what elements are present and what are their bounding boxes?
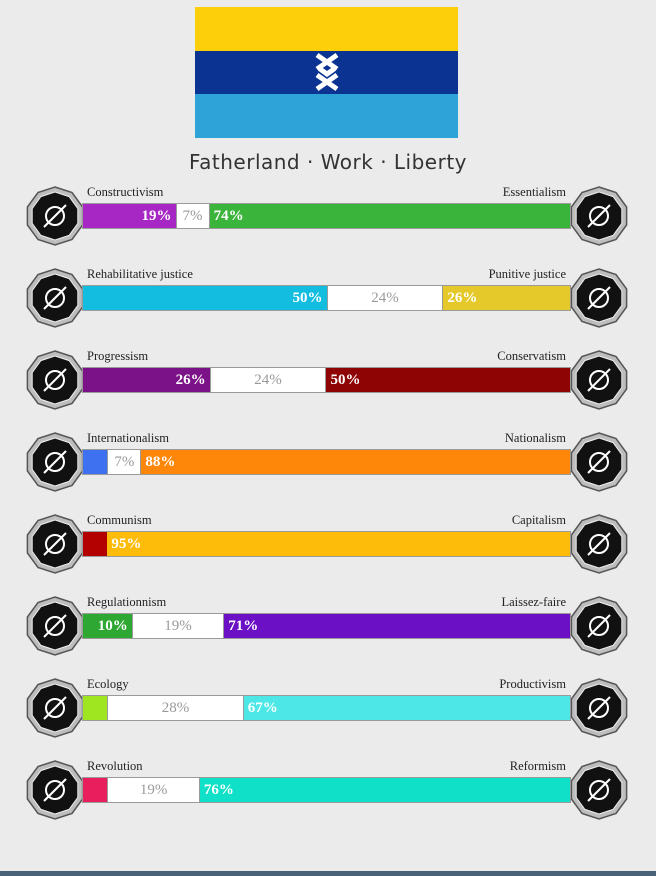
flag-icon (568, 431, 630, 493)
axis-row (26, 185, 630, 247)
neutral-percent-segment: 19% (107, 778, 200, 802)
axis-bar (83, 204, 570, 228)
globe-icon (24, 431, 86, 493)
flag-stripe-top (195, 7, 458, 51)
axis-bar (83, 696, 570, 720)
axis-row (26, 349, 630, 411)
neutral-percent-segment: 28% (107, 696, 243, 720)
left-percent-segment: 50% (83, 286, 327, 310)
left-percent-segment (83, 532, 107, 556)
handshake-icon (24, 267, 86, 329)
axis-left-label: Communism (87, 513, 152, 527)
left-percent-segment: 10% (83, 614, 132, 638)
left-percent-segment (83, 696, 107, 720)
eye-icon (24, 185, 86, 247)
axis-right-label: Nationalism (504, 431, 566, 445)
right-percent-segment: 76% (200, 778, 570, 802)
motto: Fatherland · Work · Liberty (188, 150, 468, 174)
right-percent-segment: 88% (141, 450, 570, 474)
factory-icon (568, 677, 630, 739)
neutral-percent-segment: 7% (176, 204, 210, 228)
left-percent-segment (83, 778, 107, 802)
neutral-percent-segment: 7% (107, 450, 141, 474)
interlaced-x-icon (314, 52, 340, 92)
axis-right-label: Capitalism (511, 513, 566, 527)
prison-bars-icon (568, 267, 630, 329)
fist-icon (24, 759, 86, 821)
axis-row (26, 677, 630, 739)
axis-bar (83, 286, 570, 310)
axis-left-label: Regulationnism (87, 595, 167, 609)
axis-left-label: Rehabilitative justice (87, 267, 193, 281)
flag-stripe-middle (195, 51, 458, 95)
axis-right-label: Essentialism (502, 185, 566, 199)
axis-row (26, 595, 630, 657)
axis-bar (83, 532, 570, 556)
axis-bar (83, 368, 570, 392)
tie-icon (568, 349, 630, 411)
butterfly-icon (568, 595, 630, 657)
axis-right-label: Productivism (499, 677, 566, 691)
right-percent-segment: 71% (224, 614, 570, 638)
flag-stripe-bottom (195, 94, 458, 138)
neutral-percent-segment: 24% (210, 368, 327, 392)
left-percent-segment (83, 450, 107, 474)
leaf-icon (24, 677, 86, 739)
axis-left-label: Ecology (87, 677, 129, 691)
axis-right-label: Conservatism (497, 349, 566, 363)
right-percent-segment: 67% (244, 696, 570, 720)
axis-right-label: Punitive justice (488, 267, 566, 281)
ruler-icon (24, 595, 86, 657)
wave-icon (24, 349, 86, 411)
parliament-icon (568, 759, 630, 821)
axis-bar (83, 614, 570, 638)
bottom-strip (0, 871, 656, 876)
right-percent-segment: 95% (107, 532, 570, 556)
hammer-sickle-icon (24, 513, 86, 575)
left-percent-segment: 26% (83, 368, 210, 392)
flag (195, 7, 458, 138)
axis-right-label: Reformism (509, 759, 566, 773)
axis-left-label: Revolution (87, 759, 143, 773)
right-percent-segment: 74% (210, 204, 570, 228)
left-percent-segment: 19% (83, 204, 176, 228)
axis-left-label: Constructivism (87, 185, 164, 199)
axis-right-label: Laissez-faire (501, 595, 566, 609)
axis-left-label: Progressism (87, 349, 149, 363)
neutral-percent-segment: 24% (327, 286, 444, 310)
axis-row (26, 431, 630, 493)
axis-bar (83, 450, 570, 474)
axis-row (26, 759, 630, 821)
axis-row (26, 267, 630, 329)
flower-icon (568, 185, 630, 247)
right-percent-segment: 26% (443, 286, 570, 310)
neutral-percent-segment: 19% (132, 614, 225, 638)
money-bag-icon (568, 513, 630, 575)
axis-bar (83, 778, 570, 802)
axis-row (26, 513, 630, 575)
right-percent-segment: 50% (326, 368, 570, 392)
axis-left-label: Internationalism (87, 431, 169, 445)
